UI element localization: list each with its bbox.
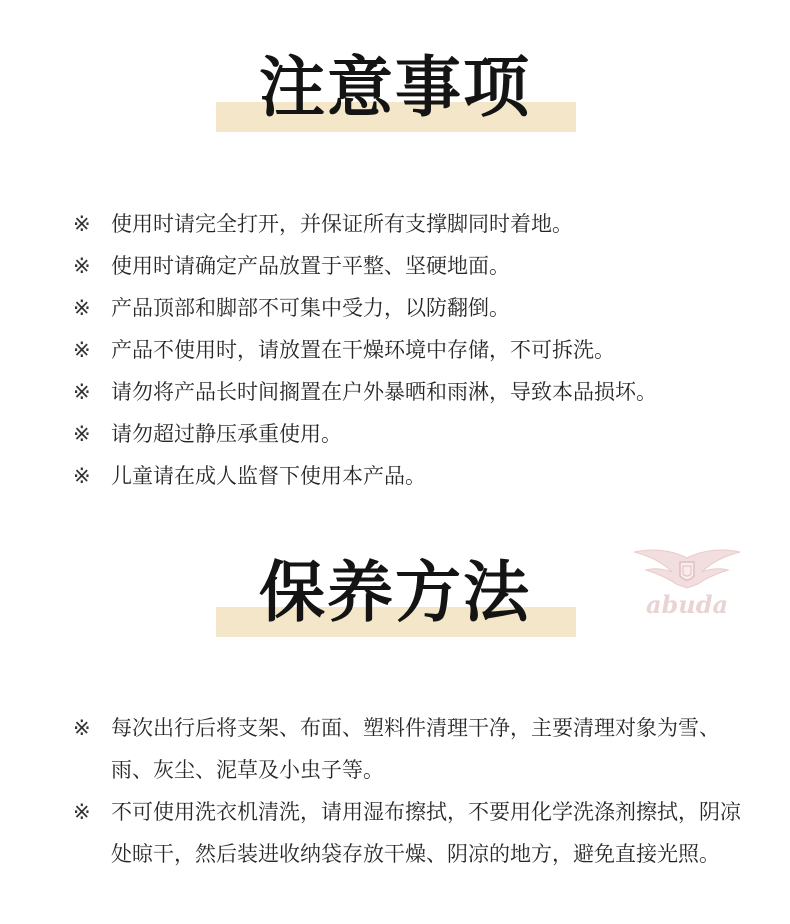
reference-mark-icon: ※ (73, 716, 91, 740)
list-item: ※ 儿童请在成人监督下使用本产品。 (73, 455, 753, 497)
section-heading: 注意事项 (259, 49, 531, 126)
logo-wordmark: abuda (645, 590, 729, 619)
list-item: ※ 请勿将产品长时间搁置在户外暴晒和雨淋，导致本品损坏。 (73, 371, 753, 413)
section-heading: 保养方法 (259, 554, 531, 631)
reference-mark-icon: ※ (73, 296, 91, 320)
reference-mark-icon: ※ (73, 212, 91, 236)
care-list (73, 707, 753, 875)
reference-mark-icon: ※ (73, 380, 91, 404)
winged-shield-icon (632, 548, 742, 592)
list-item: ※ 产品不使用时，请放置在干燥环境中存储，不可拆洗。 (73, 329, 753, 371)
list-item: ※ 不可使用洗衣机清洗，请用湿布擦拭，不要用化学洗涤剂擦拭，阴凉处晾干，然后装进收纳袋存放干燥、阴凉的地方，避免直接光照。 (73, 791, 753, 875)
list-item: ※ 使用时请完全打开，并保证所有支撑脚同时着地。 (73, 203, 753, 245)
reference-mark-icon: ※ (73, 464, 91, 488)
reference-mark-icon: ※ (73, 254, 91, 278)
reference-mark-icon: ※ (73, 338, 91, 362)
section-title-notes (0, 45, 790, 135)
precautions-list (73, 203, 753, 497)
list-item: ※ 请勿超过静压承重使用。 (73, 413, 753, 455)
list-item: ※ 产品顶部和脚部不可集中受力，以防翻倒。 (73, 287, 753, 329)
brand-logo (632, 548, 742, 628)
list-item: ※ 使用时请确定产品放置于平整、坚硬地面。 (73, 245, 753, 287)
reference-mark-icon: ※ (73, 800, 91, 824)
list-item: ※ 每次出行后将支架、布面、塑料件清理干净，主要清理对象为雪、雨、灰尘、泥草及小虫子等。 (73, 707, 753, 791)
reference-mark-icon: ※ (73, 422, 91, 446)
